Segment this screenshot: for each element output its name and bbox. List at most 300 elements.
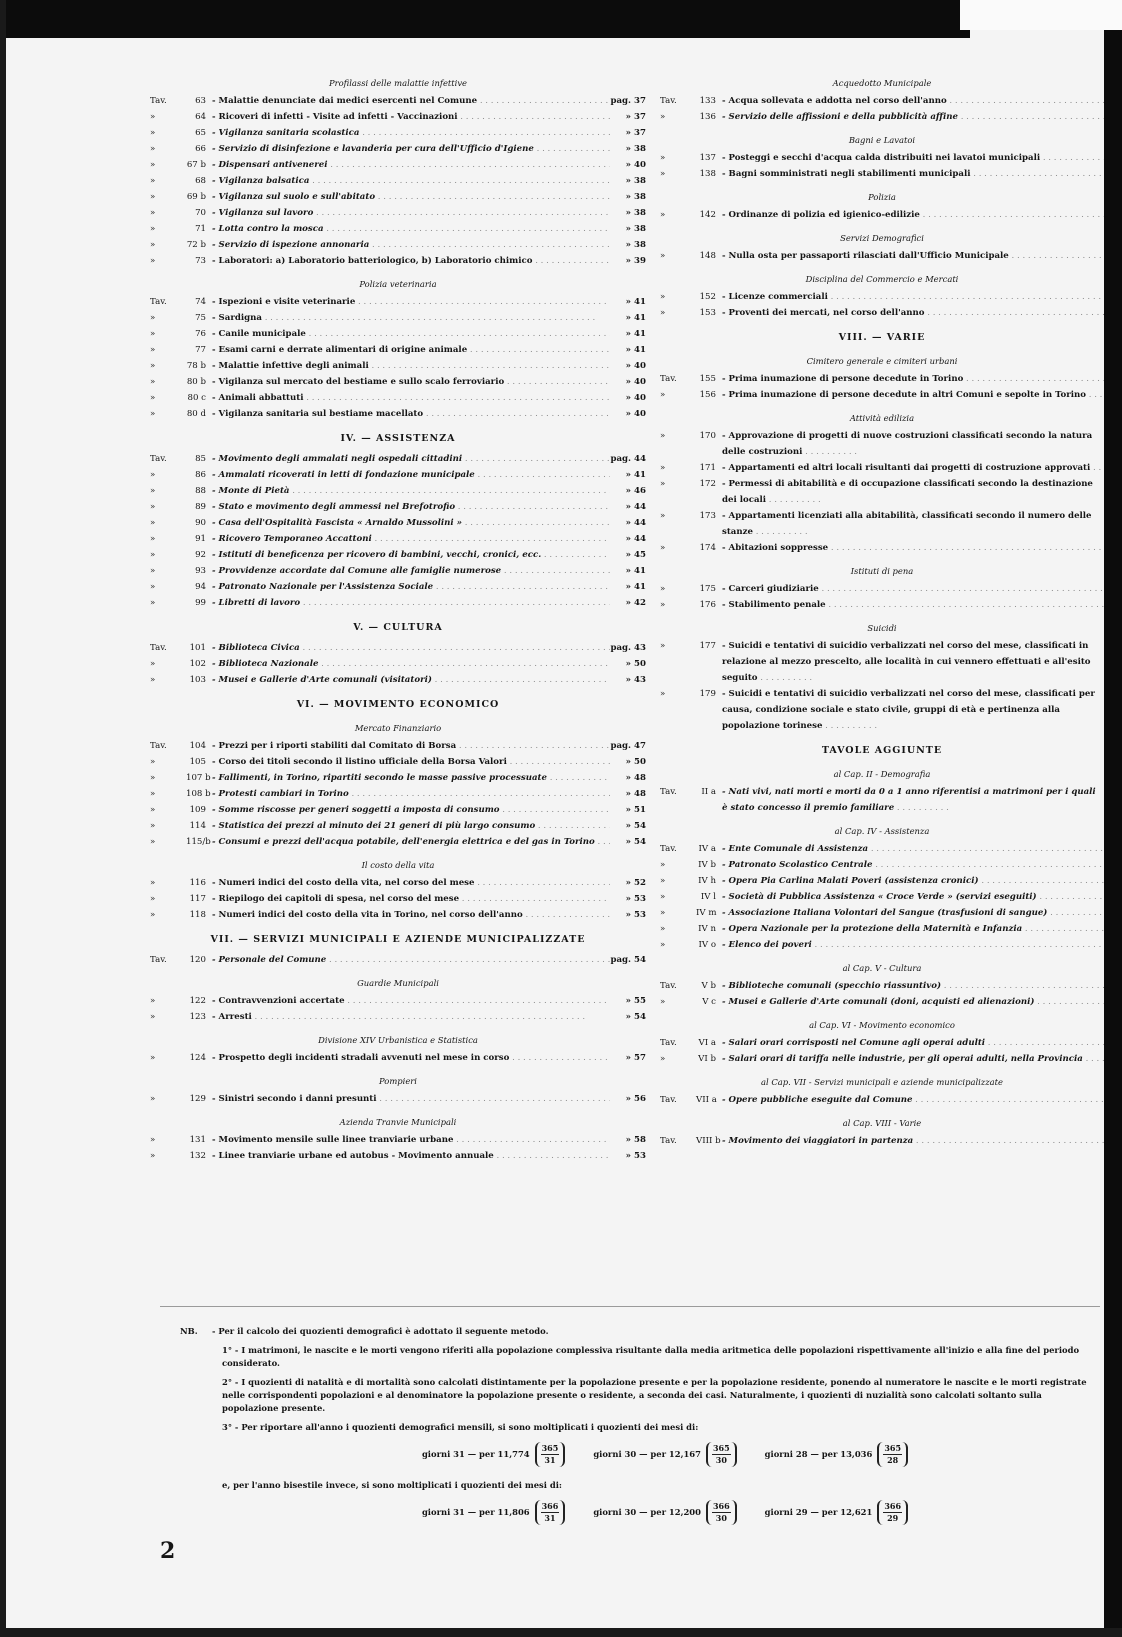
entry-title: - Istituti di beneficenza per ricovero di bambini, vecchi, cronici, ecc. . . . — [212, 547, 610, 563]
entry-title: - Elenco dei poveri . . . — [722, 937, 1104, 953]
table-prefix: » — [150, 659, 156, 669]
page-reference: pag. 47 — [610, 741, 646, 751]
table-number: 176 — [699, 600, 716, 610]
table-prefix: » — [150, 1053, 156, 1063]
table-prefix: Tav. — [660, 374, 677, 384]
entry-title: - Riepilogo dei capitoli di spesa, nel corso del mese . . . — [212, 891, 610, 907]
table-number: 72 b — [186, 240, 206, 250]
table-number: 78 b — [186, 361, 206, 371]
note-point-2: 2° - I quozienti di natalità e di mortalità sono calcolati distintamente per la popolazione presente e per la popolazione residente, ponendo al numeratore le nascite e le morti registrate nelle corrispondenti popolazioni e al denominatore la popolazione presente o residente, a seconda dei casi. Naturalmente, i quozienti di nuzialità sono calcolati soltanto sulla popolazione presente. — [222, 1377, 1087, 1413]
table-number: 170 — [699, 431, 716, 441]
index-entry — [150, 640, 646, 656]
subsection-heading: Divisione XIV Urbanistica e Statistica — [318, 1035, 478, 1045]
entry-title: - Dispensari antivenerei . . . — [212, 157, 610, 173]
page-reference: » 45 — [625, 550, 646, 560]
page-reference: » 41 — [625, 297, 646, 307]
entry-title: - Servizio di disinfezione e lavanderia per cura dell'Ufficio d'Igiene . . . — [212, 141, 610, 157]
entry-title: - Nati vivi, nati morti e morti da 0 a 1 anno riferentisi a matrimoni per i quali è stato concesso il premio familiare . . . — [722, 784, 1104, 816]
index-entry — [150, 818, 646, 834]
index-entry — [150, 141, 646, 157]
formula-30-days: giorni 30 — per 12,167 $\frac{365}{30}$ — [593, 1442, 736, 1467]
entry-title: - Approvazione di progetti di nuove costruzioni classificati secondo la natura delle costruzioni . . . — [722, 428, 1104, 460]
index-entry — [660, 305, 1104, 321]
table-number: 102 — [189, 659, 206, 669]
table-prefix: » — [150, 598, 156, 608]
page-reference: pag. 37 — [610, 96, 646, 106]
formula-28-days: giorni 28 — per 13,036 $\frac{365}{28}$ — [765, 1442, 908, 1467]
index-entry — [150, 237, 646, 253]
table-number: VII a — [696, 1095, 717, 1105]
index-entry — [660, 889, 1104, 905]
page-reference: » 51 — [625, 805, 646, 815]
table-prefix: » — [150, 361, 156, 371]
table-number: 131 — [189, 1135, 206, 1145]
page-reference: » 38 — [625, 208, 646, 218]
page-reference: » 38 — [625, 224, 646, 234]
table-number: 115/b — [186, 837, 211, 847]
page-reference: » 53 — [625, 894, 646, 904]
table-prefix: Tav. — [150, 955, 167, 965]
index-entry — [150, 467, 646, 483]
table-prefix: » — [660, 543, 666, 553]
page-reference: » 38 — [625, 176, 646, 186]
entry-title: - Servizio di ispezione annonaria . . . — [212, 237, 610, 253]
table-prefix: » — [660, 112, 666, 122]
page-reference: » 38 — [625, 240, 646, 250]
table-number: 123 — [189, 1012, 206, 1022]
index-entry — [660, 841, 1104, 857]
entry-title: - Suicidi e tentativi di suicidio verbalizzati nel corso del mese, classificati per causa, condizione sociale e stato civile, gruppi di età e pertinenza alla popolazione torinese . . . — [722, 686, 1104, 734]
page-reference: » 41 — [625, 329, 646, 339]
index-entry — [660, 540, 1104, 556]
entry-title: - Linee tranviarie urbane ed autobus - Movimento annuale . . . — [212, 1148, 610, 1164]
table-number: 92 — [195, 550, 206, 560]
index-entry — [150, 1148, 646, 1164]
index-entry — [150, 483, 646, 499]
subsection-heading: Istituti di pena — [850, 566, 914, 576]
entry-title: - Prospetto degli incidenti stradali avvenuti nel mese in corso . . . — [212, 1050, 610, 1066]
table-prefix: » — [150, 176, 156, 186]
table-prefix: » — [150, 837, 156, 847]
entry-title: - Animali abbattuti . . . — [212, 390, 610, 406]
table-prefix: » — [150, 112, 156, 122]
note-label: NB. — [180, 1326, 198, 1336]
table-number: 109 — [189, 805, 206, 815]
table-number: 104 — [189, 741, 206, 751]
subsection-heading: Azienda Tranvie Municipali — [339, 1117, 457, 1127]
page-reference: » 40 — [625, 160, 646, 170]
index-entry — [150, 374, 646, 390]
table-prefix: » — [150, 208, 156, 218]
subsection-heading: al Cap. II - Demografia — [833, 769, 931, 779]
entry-title: - Biblioteche comunali (specchio riassuntivo) . . . — [722, 978, 1104, 994]
entry-title: - Opere pubbliche eseguite dal Comune . . . — [722, 1092, 1104, 1108]
subsection-heading: Acquedotto Municipale — [832, 78, 932, 88]
table-prefix: » — [150, 377, 156, 387]
entry-title: - Licenze commerciali . . . — [722, 289, 1104, 305]
entry-title: - Biblioteca Nazionale . . . — [212, 656, 610, 672]
subsection-heading: al Cap. VIII - Varie — [842, 1118, 922, 1128]
table-prefix: » — [150, 160, 156, 170]
table-number: 114 — [189, 821, 206, 831]
index-entry — [660, 784, 1104, 816]
table-number: IV n — [698, 924, 716, 934]
index-entry — [150, 656, 646, 672]
table-prefix: » — [150, 393, 156, 403]
table-number: 99 — [195, 598, 206, 608]
table-number: 76 — [195, 329, 206, 339]
section-heading: V. — CULTURA — [353, 622, 443, 633]
table-number: 94 — [195, 582, 206, 592]
entry-title: - Musei e Gallerie d'Arte comunali (visitatori) . . . — [212, 672, 610, 688]
table-prefix: » — [150, 1135, 156, 1145]
entry-title: - Salari orari corrisposti nel Comune agli operai adulti . . . — [722, 1035, 1104, 1051]
table-prefix: » — [150, 878, 156, 888]
entry-title: - Numeri indici del costo della vita in Torino, nel corso dell'anno . . . — [212, 907, 610, 923]
page-reference: » 38 — [625, 144, 646, 154]
subsection-heading: Guardie Municipali — [357, 978, 439, 988]
table-number: IV o — [698, 940, 716, 950]
table-number: 155 — [699, 374, 716, 384]
index-entry — [150, 406, 646, 422]
index-entry — [660, 873, 1104, 889]
page-reference: » 44 — [625, 534, 646, 544]
entry-title: - Permessi di abitabilità e di occupazione classificati secondo la destinazione dei locali . . . — [722, 476, 1104, 508]
table-prefix: » — [660, 1054, 666, 1064]
entry-title: - Associazione Italiana Volontari del Sangue (trasfusioni di sangue) . . . — [722, 905, 1104, 921]
entry-title: - Movimento dei viaggiatori in partenza . . . — [722, 1133, 1104, 1149]
page-reference: » 43 — [625, 675, 646, 685]
table-number: 133 — [699, 96, 716, 106]
index-entry — [150, 310, 646, 326]
table-number: 132 — [189, 1151, 206, 1161]
page-reference: » 54 — [625, 837, 646, 847]
entry-title: - Sinistri secondo i danni presunti . . . — [212, 1091, 610, 1107]
table-prefix: » — [150, 144, 156, 154]
subsection-heading: Attività edilizia — [849, 413, 915, 423]
table-number: 90 — [195, 518, 206, 528]
table-prefix: » — [150, 502, 156, 512]
table-number: 101 — [189, 643, 206, 653]
table-number: 173 — [699, 511, 716, 521]
table-prefix: » — [660, 860, 666, 870]
table-prefix: Tav. — [660, 1038, 677, 1048]
entry-title: - Ammalati ricoverati in letti di fondazione municipale . . . — [212, 467, 610, 483]
index-entry — [150, 952, 646, 968]
index-entry — [660, 978, 1104, 994]
entry-title: - Vigilanza sanitaria sul bestiame macellato . . . — [212, 406, 610, 422]
entry-title: - Personale del Comune . . . — [212, 952, 610, 968]
page-reference: » 48 — [625, 773, 646, 783]
table-number: 80 c — [187, 393, 206, 403]
table-number: II a — [701, 787, 716, 797]
scan-border-right — [1104, 30, 1122, 1637]
table-number: 124 — [189, 1053, 206, 1063]
index-entry — [150, 1050, 646, 1066]
index-entry — [660, 638, 1104, 686]
table-number: 80 b — [186, 377, 206, 387]
index-entry — [150, 891, 646, 907]
entry-title: - Consumi e prezzi dell'acqua potabile, dell'energia elettrica e del gas in Torino . . . — [212, 834, 610, 850]
table-prefix: » — [660, 292, 666, 302]
table-prefix: » — [150, 345, 156, 355]
entry-title: - Biblioteca Civica . . . — [212, 640, 610, 656]
entry-title: - Servizio delle affissioni e della pubblicità affine . . . — [722, 109, 1104, 125]
entry-title: - Laboratori: a) Laboratorio batteriologico, b) Laboratorio chimico . . . — [212, 253, 610, 269]
table-prefix: » — [150, 470, 156, 480]
index-entry — [150, 786, 646, 802]
table-prefix: » — [150, 256, 156, 266]
table-prefix: » — [660, 308, 666, 318]
table-prefix: » — [150, 1012, 156, 1022]
page-reference: » 53 — [625, 910, 646, 920]
subsection-heading: Pompieri — [379, 1076, 417, 1086]
index-entry — [150, 205, 646, 221]
index-entry — [150, 595, 646, 611]
table-number: 152 — [699, 292, 716, 302]
table-prefix: » — [660, 641, 666, 651]
entry-title: - Salari orari di tariffa nelle industrie, per gli operai adulti, nella Provincia . . . — [722, 1051, 1104, 1067]
table-number: 148 — [699, 251, 716, 261]
table-prefix: » — [660, 431, 666, 441]
subsection-heading: Polizia veterinaria — [359, 279, 437, 289]
table-number: 89 — [195, 502, 206, 512]
table-number: 116 — [189, 878, 206, 888]
table-prefix: » — [150, 486, 156, 496]
index-entry — [150, 834, 646, 850]
table-prefix: » — [150, 409, 156, 419]
subsection-heading: Suicidi — [867, 623, 897, 633]
index-entry — [150, 109, 646, 125]
table-prefix: » — [150, 1151, 156, 1161]
table-number: 75 — [195, 313, 206, 323]
entry-title: - Malattie denunciate dai medici esercenti nel Comune . . . — [212, 93, 610, 109]
scan-border-bottom — [0, 1628, 1122, 1637]
index-entry — [150, 802, 646, 818]
entry-title: - Vigilanza balsatica . . . — [212, 173, 610, 189]
table-number: V c — [702, 997, 716, 1007]
page-reference: pag. 43 — [610, 643, 646, 653]
table-prefix: » — [660, 997, 666, 1007]
note-point-1: 1° - I matrimoni, le nascite e le morti vengono riferiti alla popolazione complessiva risultante dalla media aritmetica delle popolazioni rispettivamente all'inizio e alla fine del periodo considerato. — [222, 1345, 1080, 1368]
table-number: 107 b — [186, 773, 211, 783]
table-prefix: Tav. — [660, 981, 677, 991]
index-entry — [660, 905, 1104, 921]
entry-title: - Movimento mensile sulle linee tranviarie urbane . . . — [212, 1132, 610, 1148]
table-prefix: » — [150, 773, 156, 783]
table-prefix: Tav. — [660, 1095, 677, 1105]
table-number: 105 — [189, 757, 206, 767]
entry-title: - Fallimenti, in Torino, ripartiti secondo le masse passive processuate . . . — [212, 770, 610, 786]
index-entry — [660, 1133, 1104, 1149]
index-entry — [660, 109, 1104, 125]
table-prefix: » — [660, 210, 666, 220]
index-entry — [150, 547, 646, 563]
entry-title: - Proventi dei mercati, nel corso dell'anno . . . — [722, 305, 1104, 321]
table-number: 174 — [699, 543, 716, 553]
table-number: IV h — [698, 876, 716, 886]
entry-title: - Prezzi per i riporti stabiliti dal Comitato di Borsa . . . — [212, 738, 610, 754]
entry-title: - Statistica dei prezzi al minuto dei 21 generi di più largo consumo . . . — [212, 818, 610, 834]
entry-title: - Stato e movimento degli ammessi nel Brefotrofio . . . — [212, 499, 610, 515]
table-number: 86 — [195, 470, 206, 480]
table-number: 66 — [195, 144, 206, 154]
scan-paper-corner — [960, 0, 1122, 30]
entry-title: - Sardigna . . . — [212, 310, 610, 326]
subsection-heading: Servizi Demografici — [840, 233, 924, 243]
entry-title: - Vigilanza sul mercato del bestiame e sullo scalo ferroviario . . . — [212, 374, 610, 390]
table-prefix: » — [660, 479, 666, 489]
page-reference: pag. 54 — [610, 955, 646, 965]
page-reference: » 37 — [625, 128, 646, 138]
page-reference: » 44 — [625, 502, 646, 512]
index-entry — [150, 875, 646, 891]
table-prefix: » — [660, 876, 666, 886]
entry-title: - Vigilanza sanitaria scolastica . . . — [212, 125, 610, 141]
page-reference: » 58 — [625, 1135, 646, 1145]
table-prefix: Tav. — [660, 96, 677, 106]
table-number: 88 — [195, 486, 206, 496]
scan-border-left — [0, 0, 6, 1637]
table-number: 171 — [699, 463, 716, 473]
subsection-heading: Bagni e Lavatoi — [848, 135, 916, 145]
entry-title: - Protesti cambiari in Torino . . . — [212, 786, 610, 802]
scan-border-top — [0, 0, 970, 38]
index-entry — [660, 508, 1104, 540]
index-entry — [150, 499, 646, 515]
index-entry — [660, 597, 1104, 613]
index-entry — [660, 289, 1104, 305]
table-prefix: Tav. — [150, 454, 167, 464]
page-reference: » 41 — [625, 345, 646, 355]
index-entry — [150, 993, 646, 1009]
entry-title: - Movimento degli ammalati negli ospedali cittadini . . . — [212, 451, 610, 467]
entry-title: - Opera Nazionale per la protezione della Maternità e Infanzia . . . — [722, 921, 1104, 937]
table-number: 69 b — [186, 192, 206, 202]
entry-title: - Carceri giudiziarie . . . — [722, 581, 1104, 597]
entry-title: - Casa dell'Ospitalità Fascista « Arnaldo Mussolini » . . . — [212, 515, 610, 531]
page-reference: » 38 — [625, 192, 646, 202]
table-number: IV m — [696, 908, 717, 918]
index-entry — [150, 125, 646, 141]
table-number: 67 b — [186, 160, 206, 170]
formula-31-days: giorni 31 — per 11,774 $\frac{365}{31}$ — [422, 1442, 565, 1467]
index-left-column — [150, 68, 646, 1164]
index-entry — [150, 907, 646, 923]
footnote-separator — [160, 1306, 1100, 1307]
table-number: 68 — [195, 176, 206, 186]
index-entry — [150, 515, 646, 531]
table-prefix: » — [150, 996, 156, 1006]
entry-title: - Ispezioni e visite veterinarie . . . — [212, 294, 610, 310]
table-prefix: » — [150, 550, 156, 560]
page-reference: » 40 — [625, 393, 646, 403]
entry-title: - Vigilanza sul suolo e sull'abitato . . . — [212, 189, 610, 205]
table-prefix: » — [660, 689, 666, 699]
page-reference: » 57 — [625, 1053, 646, 1063]
entry-title: - Acqua sollevata e addotta nel corso dell'anno . . . — [722, 93, 1104, 109]
table-prefix: » — [150, 240, 156, 250]
subsection-heading: al Cap. VII - Servizi municipali e aziende municipalizzate — [761, 1077, 1003, 1087]
table-prefix: » — [660, 251, 666, 261]
entry-title: - Malattie infettive degli animali . . . — [212, 358, 610, 374]
formula-row-normal-year — [180, 1442, 1100, 1467]
page-reference: » 41 — [625, 566, 646, 576]
table-prefix: Tav. — [660, 1136, 677, 1146]
index-entry — [150, 1132, 646, 1148]
page-reference: » 53 — [625, 1151, 646, 1161]
note-leap-year: e, per l'anno bisestile invece, si sono moltiplicati i quozienti dei mesi di: — [222, 1480, 562, 1490]
entry-title: - Ricovero Temporaneo Accattoni . . . — [212, 531, 610, 547]
table-number: VIII b — [696, 1136, 721, 1146]
table-number: 137 — [699, 153, 716, 163]
index-entry — [150, 326, 646, 342]
table-number: 80 d — [186, 409, 206, 419]
subsection-heading: al Cap. IV - Assistenza — [834, 826, 930, 836]
index-entry — [660, 937, 1104, 953]
index-entry — [660, 150, 1104, 166]
table-prefix: » — [660, 390, 666, 400]
page-reference: » 42 — [625, 598, 646, 608]
table-number: 71 — [195, 224, 206, 234]
subsection-heading: Il costo della vita — [361, 860, 435, 870]
table-number: 142 — [699, 210, 716, 220]
table-prefix: Tav. — [660, 787, 677, 797]
table-prefix: » — [150, 192, 156, 202]
table-number: 156 — [699, 390, 716, 400]
index-right-column — [660, 68, 1104, 1149]
table-prefix: » — [150, 566, 156, 576]
table-prefix: » — [660, 511, 666, 521]
entry-title: - Musei e Gallerie d'Arte comunali (doni, acquisti ed alienazioni) . . . — [722, 994, 1104, 1010]
index-entry — [150, 253, 646, 269]
table-number: 138 — [699, 169, 716, 179]
entry-title: - Prima inumazione di persone decedute in Torino . . . — [722, 371, 1104, 387]
table-prefix: » — [660, 940, 666, 950]
section-heading: VI. — MOVIMENTO ECONOMICO — [296, 699, 500, 710]
index-entry — [150, 1091, 646, 1107]
table-prefix: » — [660, 153, 666, 163]
page-number: 2 — [160, 1538, 176, 1564]
page-reference: » 54 — [625, 821, 646, 831]
subsection-heading: Disciplina del Commercio e Mercati — [805, 274, 959, 284]
entry-title: - Patronato Scolastico Centrale . . . — [722, 857, 1104, 873]
entry-title: - Esami carni e derrate alimentari di origine animale . . . — [212, 342, 610, 358]
table-number: 91 — [195, 534, 206, 544]
table-prefix: » — [150, 329, 156, 339]
table-number: 64 — [195, 112, 206, 122]
entry-title: - Numeri indici del costo della vita, nel corso del mese . . . — [212, 875, 610, 891]
entry-title: - Stabilimento penale . . . — [722, 597, 1104, 613]
index-entry — [660, 428, 1104, 460]
table-prefix: » — [150, 757, 156, 767]
table-prefix: » — [150, 128, 156, 138]
table-number: IV b — [698, 860, 716, 870]
page-reference: » 46 — [625, 486, 646, 496]
subsection-heading: Mercato Finanziario — [354, 723, 442, 733]
index-entry — [150, 390, 646, 406]
index-entry — [150, 451, 646, 467]
entry-title: - Contravvenzioni accertate . . . — [212, 993, 610, 1009]
index-entry — [150, 754, 646, 770]
table-number: 177 — [699, 641, 716, 651]
index-entry — [660, 994, 1104, 1010]
table-prefix: Tav. — [150, 643, 167, 653]
index-entry — [660, 476, 1104, 508]
table-number: 85 — [195, 454, 206, 464]
section-heading: TAVOLE AGGIUNTE — [821, 745, 943, 756]
index-entry — [150, 173, 646, 189]
